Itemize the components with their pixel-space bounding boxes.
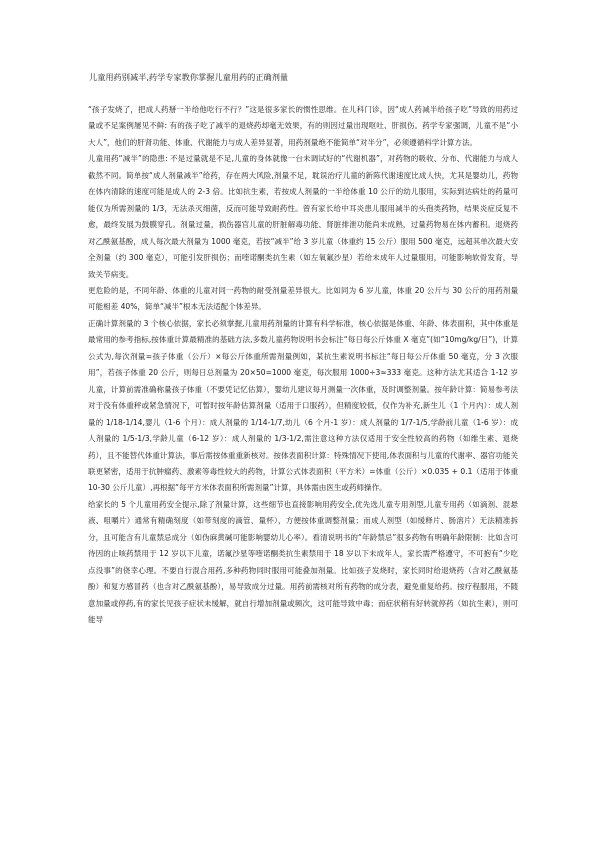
paragraph-safety-tips: 给家长的 5 个儿童用药安全提示,除了剂量计算，这些细节也直接影响用药安全,优先选儿童专用剂型,儿童专用药（如滴剂、混悬液、咀嚼片）通常有精确刻度（如带刻度的滴管、量杯），方便按体重调整剂量；而成人剂型（如缓释片、肠溶片）无法精准拆分，且可能含有儿童禁忌成分（如伪麻黄碱可能影响婴幼儿心率）。看清说明书的“年龄禁忌”很多药物有明确年龄限制：比如含可待因的止咳药禁用于 12 岁以下儿童，诺氟沙星等喹诺酮类抗生素禁用于 18 岁以下未成年人，家长需严格遵守，不可抱有“少吃点没事”的侥幸心理。不要自行混合用药,多种药物同时服用可能叠加剂量。比如孩子发烧时，家长同时给退烧药（含对乙酰氨基酚）和复方感冒药（也含对乙酰氨基酚），易导致成分过量。用药前需核对所有药物的成分表，避免重复给药。按疗程服用，不随意加量或停药,有的家长见孩子症状未缓解，就自行增加剂量或频次，这可能导致中毒；而症状稍有好转就停药（如抗生素），则可能导 bbox=[88, 499, 518, 625]
paragraph-dosage-calculation: 正确计算剂量的 3 个核心依据，家长必须掌握,儿童用药剂量的计算有科学标准，核心依据是体重、年龄、体表面积，其中体重是最常用的参考指标,按体重计算最精准的基础方法,多数儿童药物说明书会标注“每日每公斤体重 X 毫克”(如“10mg/kg/日”)，计算公式为,每次剂量=孩子体重（公斤）×每公斤体重所需剂量例如，某抗生素说明书标注“每日每公斤体重 50 毫克，分 3 次服用”，若孩子体重 20 公斤，则每日总剂量为 20×50=1000 毫克，每次服用 1000÷3≈333 毫克。这种方法尤其适合 1-12 岁儿童，计算前需准确称量孩子体重（不要凭记忆估算），婴幼儿建议每月测量一次体重，及时调整剂量。按年龄计算：简易参考法对于没有体重秤或紧急情况下，可暂时按年龄估算剂量（适用于口服药），但精度较低，仅作为补充,新生儿（1 个月内）：成人剂量的 1/18-1/14,婴儿（1-6 个月）：成人剂量的 1/14-1/7,幼儿（6 个月-1 岁）：成人剂量的 1/7-1/5,学龄前儿童（1-6 岁）：成人剂量的 1/5-1/3,学龄儿童（6-12 岁）：成人剂量的 1/3-1/2,需注意这种方法仅适用于安全性较高的药物（如维生素、退烧药），且不能替代体重计算法，事后需按体重重新核对。按体表面积计算：特殊情况下使用,体表面积与儿童的代谢率、器官功能关联更紧密，适用于抗肿瘤药、激素等毒性较大的药物，计算公式体表面积（平方米）=体重（公斤）×0.035 + 0.1（适用于体重 10-30 公斤儿童）,再根据“每平方米体表面积所需剂量”计算，具体需由医生或药师操作。 bbox=[88, 318, 518, 493]
document-title: 儿童用药别减半,药学专家教你掌握儿童用药的正确剂量 bbox=[89, 72, 289, 82]
paragraph-individual-difference: 更危险的是，不同年龄、体重的儿童对同一药物的耐受剂量差异很大。比如同为 6 岁儿童，体重 20 公斤与 30 公斤的用药剂量可能相差 40%，简单“减半”根本无法适配个体差异。 bbox=[88, 285, 518, 312]
paragraph-intro: “孩子发烧了，把成人药掰一半给他吃行不行？”这是很多家长的惯性思维。在儿科门诊，因“成人药减半给孩子吃”导致的用药过量或不足案例屡见不鲜: 有的孩子吃了减半的退烧药却毫无效果，有的则因过量出现呕吐、肝损伤。药学专家强调，儿童不是“小大人”，他们的肝肾功能、体重、代谢能力与成人差异显著，用药剂量绝不能简单“对半分”，必须遵循科学计算方法。 bbox=[88, 105, 518, 147]
document-body bbox=[88, 102, 518, 629]
paragraph-risks: 儿童用药“减半”的隐患: 不是过量就是不足,儿童的身体就像一台未调试好的“代谢机器”，对药物的吸收、分布、代谢能力与成人截然不同。简单按“成人剂量减半”给药，存在两大风险,剂量不足，耽误治疗儿童的新陈代谢速度比成人快，尤其是婴幼儿，药物在体内清除的速度可能是成人的 2-3 倍。比如抗生素，若按成人剂量的一半给体重 10 公斤的幼儿服用，实际到达病灶的药量可能仅为所需剂量的 1/3，无法杀灭细菌，反而可能导致耐药性。曾有家长给中耳炎患儿服用减半的头孢类药物，结果炎症反复不愈，最终发展为鼓膜穿孔。剂量过量，损伤器官儿童的肝脏解毒功能、肾脏排泄功能尚未成熟，过量药物易在体内蓄积。退烧药对乙酰氨基酚，成人每次最大剂量为 1000 毫克，若按“减半”给 3 岁儿童（体重约 15 公斤）服用 500 毫克，远超其单次最大安全剂量（约 300 毫克），可能引发肝损伤；而喹诺酮类抗生素（如左氧氟沙星）若给未成年人过量服用，可能影响软骨发育，导致关节病变。 bbox=[88, 154, 518, 279]
